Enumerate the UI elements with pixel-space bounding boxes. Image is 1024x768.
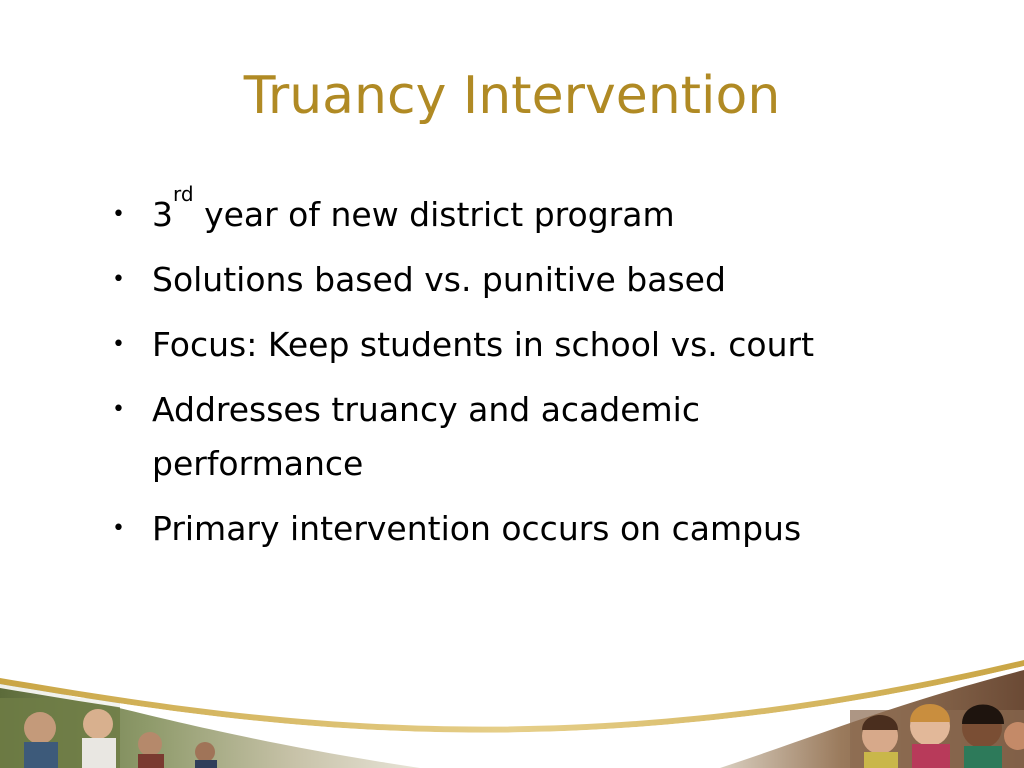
list-item <box>108 253 928 307</box>
bullet-superscript: rd <box>173 182 194 206</box>
bullet-text: Primary intervention occurs on campus <box>152 509 802 548</box>
bullet-text: Focus: Keep students in school vs. court <box>152 325 815 364</box>
bullet-text: year of new district program <box>193 195 675 234</box>
bullet-icon: • <box>112 516 125 541</box>
bullet-text: Addresses truancy and academic performance <box>152 390 700 483</box>
list-item <box>108 318 928 372</box>
bullet-icon: • <box>112 397 125 422</box>
bullet-number: 3 <box>152 195 173 234</box>
list-item <box>108 502 928 556</box>
bullet-list <box>108 182 928 567</box>
slide-title: Truancy Intervention <box>243 66 781 126</box>
student-photo-banner <box>0 640 1024 768</box>
list-item <box>108 383 812 491</box>
bullet-icon: • <box>112 332 125 357</box>
bullet-text: Solutions based vs. punitive based <box>152 260 726 299</box>
right-photo-group <box>720 670 1024 768</box>
bullet-icon: • <box>112 202 125 227</box>
bullet-icon: • <box>112 267 125 292</box>
list-item <box>108 182 928 242</box>
